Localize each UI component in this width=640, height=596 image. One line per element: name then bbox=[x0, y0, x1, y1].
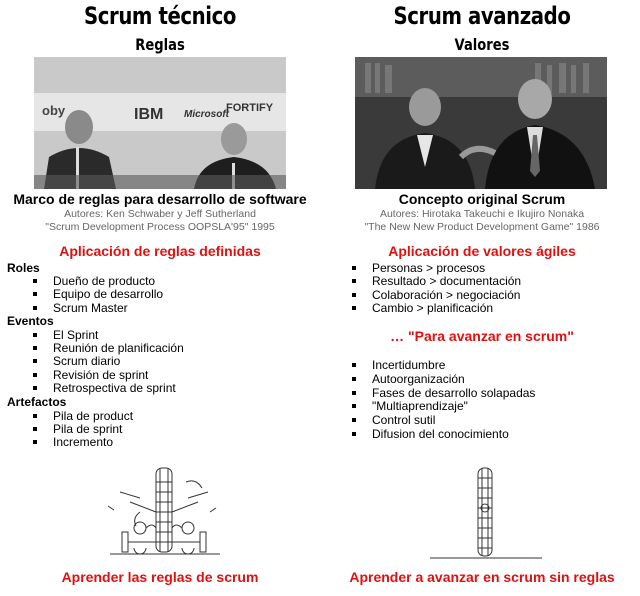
list-item: "Multiaprendizaje" bbox=[352, 399, 468, 413]
right-photo bbox=[355, 57, 607, 189]
bullet-icon bbox=[352, 391, 356, 395]
bullet-icon bbox=[33, 427, 37, 431]
list-item: Personas > procesos bbox=[352, 261, 485, 275]
svg-text:oby: oby bbox=[42, 103, 66, 118]
list-item: Autoorganización bbox=[352, 372, 465, 386]
list-item: Scrum diario bbox=[33, 354, 120, 368]
list-item: Difusion del conocimiento bbox=[352, 427, 509, 441]
list-item: Cambio > planificación bbox=[352, 301, 493, 315]
list-item: Pila de sprint bbox=[33, 422, 122, 436]
left-title: Scrum técnico bbox=[84, 2, 236, 30]
right-title: Scrum avanzado bbox=[393, 2, 571, 30]
bullet-icon bbox=[352, 377, 356, 381]
bullet-icon bbox=[33, 279, 37, 283]
right-footer: Aprender a avanzar en scrum sin reglas bbox=[349, 569, 615, 585]
left-footer: Aprender las reglas de scrum bbox=[61, 569, 259, 585]
list-item: Incertidumbre bbox=[352, 358, 445, 372]
complex-mechanism-drawing bbox=[100, 462, 230, 562]
list-item: Equipo de desarrollo bbox=[33, 287, 163, 301]
list-item: Fases de desarrollo solapadas bbox=[352, 386, 535, 400]
left-photo-scene bbox=[34, 57, 286, 189]
list-item: Retrospectiva de sprint bbox=[33, 381, 176, 395]
list-item: Colaboración > negociación bbox=[352, 288, 520, 302]
list-item: El Sprint bbox=[33, 328, 98, 342]
left-section-heading: Aplicación de reglas definidas bbox=[59, 243, 261, 259]
left-caption-source: "Scrum Development Process OOPSLA'95" 1995 bbox=[45, 221, 275, 233]
bullet-icon bbox=[352, 279, 356, 283]
bullet-icon bbox=[33, 440, 37, 444]
bullet-icon bbox=[33, 306, 37, 310]
fortify-logo: FORTIFY bbox=[226, 102, 274, 114]
list-item: Pila de product bbox=[33, 409, 133, 423]
bullet-icon bbox=[352, 432, 356, 436]
bullet-icon bbox=[352, 266, 356, 270]
bullet-icon bbox=[352, 363, 356, 367]
right-section-heading-2: … "Para avanzar en scrum" bbox=[390, 328, 574, 344]
list-item: Revisión de sprint bbox=[33, 368, 148, 382]
left-caption-authors: Autores: Ken Schwaber y Jeff Sutherland bbox=[64, 208, 256, 220]
list-item: Control sutil bbox=[352, 413, 435, 427]
group-label-artefactos: Artefactos bbox=[7, 395, 67, 409]
list-item: Scrum Master bbox=[33, 301, 128, 315]
left-subtitle: Reglas bbox=[135, 35, 185, 54]
right-caption-authors: Autores: Hirotaka Takeuchi e Ikujiro Nonaka bbox=[379, 208, 585, 220]
bullet-icon bbox=[33, 346, 37, 350]
list-item: Dueño de producto bbox=[33, 274, 155, 288]
right-section-heading: Aplicación de valores ágiles bbox=[388, 243, 576, 259]
left-photo bbox=[34, 57, 286, 189]
bullet-icon bbox=[33, 373, 37, 377]
right-column bbox=[322, 0, 640, 596]
right-subtitle: Valores bbox=[454, 35, 510, 54]
bullet-icon bbox=[352, 293, 356, 297]
simple-mechanism-drawing bbox=[426, 462, 546, 562]
right-caption-title: Concepto original Scrum bbox=[398, 191, 566, 207]
microsoft-logo: Microsoft bbox=[184, 109, 229, 120]
bullet-icon bbox=[33, 414, 37, 418]
bullet-icon bbox=[352, 404, 356, 408]
left-caption-title: Marco de reglas para desarrollo de software bbox=[13, 191, 307, 207]
bullet-icon bbox=[33, 386, 37, 390]
group-label-eventos: Eventos bbox=[7, 314, 54, 328]
bullet-icon bbox=[352, 418, 356, 422]
bullet-icon bbox=[33, 359, 37, 363]
list-item: Resultado > documentación bbox=[352, 274, 521, 288]
right-photo-scene bbox=[355, 57, 607, 189]
list-item: Reunión de planificación bbox=[33, 341, 184, 355]
right-caption-source: "The New New Product Development Game" 1986 bbox=[364, 221, 600, 233]
group-label-roles: Roles bbox=[7, 261, 40, 275]
bullet-icon bbox=[352, 306, 356, 310]
bullet-icon bbox=[33, 333, 37, 337]
bullet-icon bbox=[33, 292, 37, 296]
list-item: Incremento bbox=[33, 435, 113, 449]
ibm-logo: IBM bbox=[134, 106, 164, 123]
